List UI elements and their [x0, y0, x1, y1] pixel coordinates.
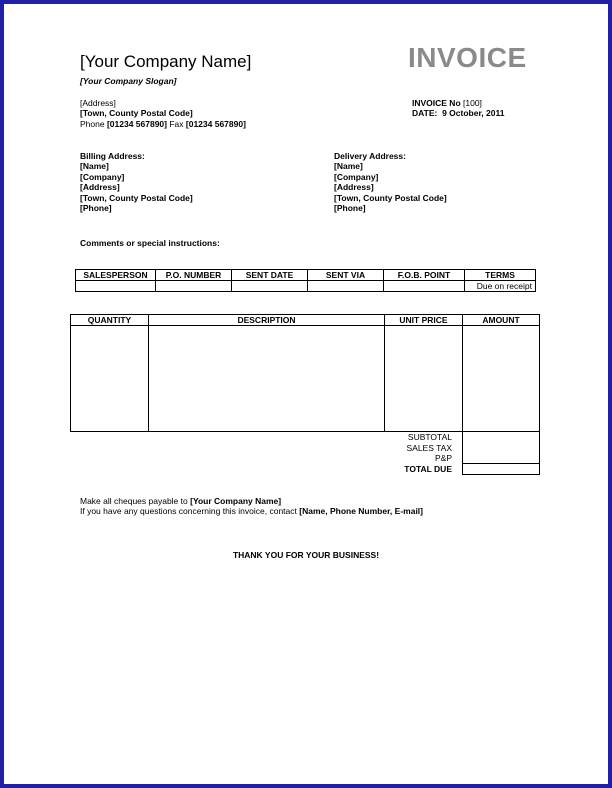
- col-sent-date: SENT DATE: [232, 270, 308, 281]
- phone-value: [01234 567890]: [106, 118, 167, 129]
- invoice-number-label: INVOICE No: [412, 98, 464, 108]
- invoice-date: [412, 108, 504, 118]
- pp-value[interactable]: [462, 453, 540, 464]
- col-salesperson: SALESPERSON: [76, 270, 156, 281]
- subtotal-label: SUBTOTAL: [407, 432, 452, 442]
- fob-point-cell[interactable]: [384, 281, 465, 292]
- invoice-page: [4, 4, 608, 784]
- description-cell[interactable]: [149, 326, 385, 432]
- sales-tax-label: SALES TAX: [406, 442, 452, 453]
- comments-label: Comments or special instructions:: [80, 238, 220, 248]
- questions-contact: [Name, Phone Number, E-mail]: [299, 506, 423, 517]
- items-table: [70, 314, 540, 432]
- invoice-date-label: DATE:: [412, 108, 438, 119]
- delivery-phone: [Phone]: [334, 203, 366, 214]
- total-due-value[interactable]: [462, 464, 540, 475]
- po-number-cell[interactable]: [156, 281, 232, 292]
- billing-address-block: [80, 151, 193, 213]
- col-description: DESCRIPTION: [149, 315, 385, 326]
- order-table: [75, 269, 536, 292]
- order-table-row: [76, 281, 536, 292]
- company-address-block: [80, 98, 246, 129]
- pp-label: P&P: [434, 453, 452, 463]
- fax-value: [01234 567890]: [185, 118, 246, 129]
- quantity-cell[interactable]: [71, 326, 149, 432]
- subtotal-value[interactable]: [462, 432, 540, 443]
- items-table-header: [71, 315, 540, 326]
- delivery-address: [Address]: [334, 182, 374, 193]
- questions-prefix: If you have any questions concerning this invoice, contact: [80, 506, 300, 517]
- invoice-number: [412, 98, 504, 108]
- invoice-date-value: 9 October, 2011: [442, 108, 505, 119]
- invoice-number-value: [100]: [463, 98, 482, 108]
- totals-block: [370, 432, 540, 474]
- company-town: [Town, County Postal Code]: [80, 108, 193, 119]
- cheques-note: [80, 496, 423, 506]
- sent-via-cell[interactable]: [308, 281, 384, 292]
- billing-heading: Billing Address:: [80, 151, 145, 161]
- cheques-name: [Your Company Name]: [190, 496, 282, 506]
- items-table-body: [71, 326, 540, 432]
- col-fob-point: F.O.B. POINT: [384, 270, 465, 281]
- total-due-row: [370, 464, 540, 475]
- footer-notes: [80, 496, 423, 517]
- sent-date-cell[interactable]: [232, 281, 308, 292]
- col-terms: TERMS: [465, 270, 536, 281]
- col-unit-price: UNIT PRICE: [385, 315, 463, 326]
- billing-phone: [Phone]: [80, 203, 112, 214]
- cheques-prefix: Make all cheques payable to: [80, 496, 191, 506]
- col-po-number: P.O. NUMBER: [156, 270, 232, 281]
- col-quantity: QUANTITY: [71, 315, 149, 326]
- subtotal-row: [370, 432, 540, 443]
- questions-note: [80, 506, 423, 516]
- delivery-address-block: [334, 151, 447, 213]
- company-name: [Your Company Name]: [80, 52, 252, 71]
- sales-tax-value[interactable]: [462, 443, 540, 454]
- delivery-company: [Company]: [334, 171, 379, 182]
- billing-name: [Name]: [80, 161, 109, 172]
- unit-price-cell[interactable]: [385, 326, 463, 432]
- sales-tax-row: [370, 443, 540, 454]
- thank-you-message: THANK YOU FOR YOUR BUSINESS!: [232, 550, 380, 560]
- amount-cell[interactable]: [463, 326, 540, 432]
- company-slogan: [Your Company Slogan]: [80, 76, 177, 86]
- company-phone-fax: [80, 119, 246, 129]
- col-amount: AMOUNT: [463, 315, 540, 326]
- invoice-title: INVOICE: [408, 42, 527, 73]
- total-due-label: TOTAL DUE: [404, 463, 452, 474]
- billing-address: [Address]: [80, 182, 120, 193]
- pp-row: [370, 453, 540, 464]
- delivery-heading: Delivery Address:: [334, 151, 406, 161]
- billing-company: [Company]: [80, 171, 125, 182]
- terms-cell[interactable]: Due on receipt: [465, 281, 536, 292]
- fax-label: Fax: [166, 118, 186, 129]
- delivery-name: [Name]: [334, 161, 363, 172]
- company-address: [Address]: [80, 98, 116, 108]
- order-table-header: [76, 270, 536, 281]
- col-sent-via: SENT VIA: [308, 270, 384, 281]
- delivery-town: [Town, County Postal Code]: [334, 192, 447, 203]
- phone-label: Phone: [80, 118, 107, 129]
- billing-town: [Town, County Postal Code]: [80, 192, 193, 203]
- invoice-meta: [412, 98, 504, 119]
- salesperson-cell[interactable]: [76, 281, 156, 292]
